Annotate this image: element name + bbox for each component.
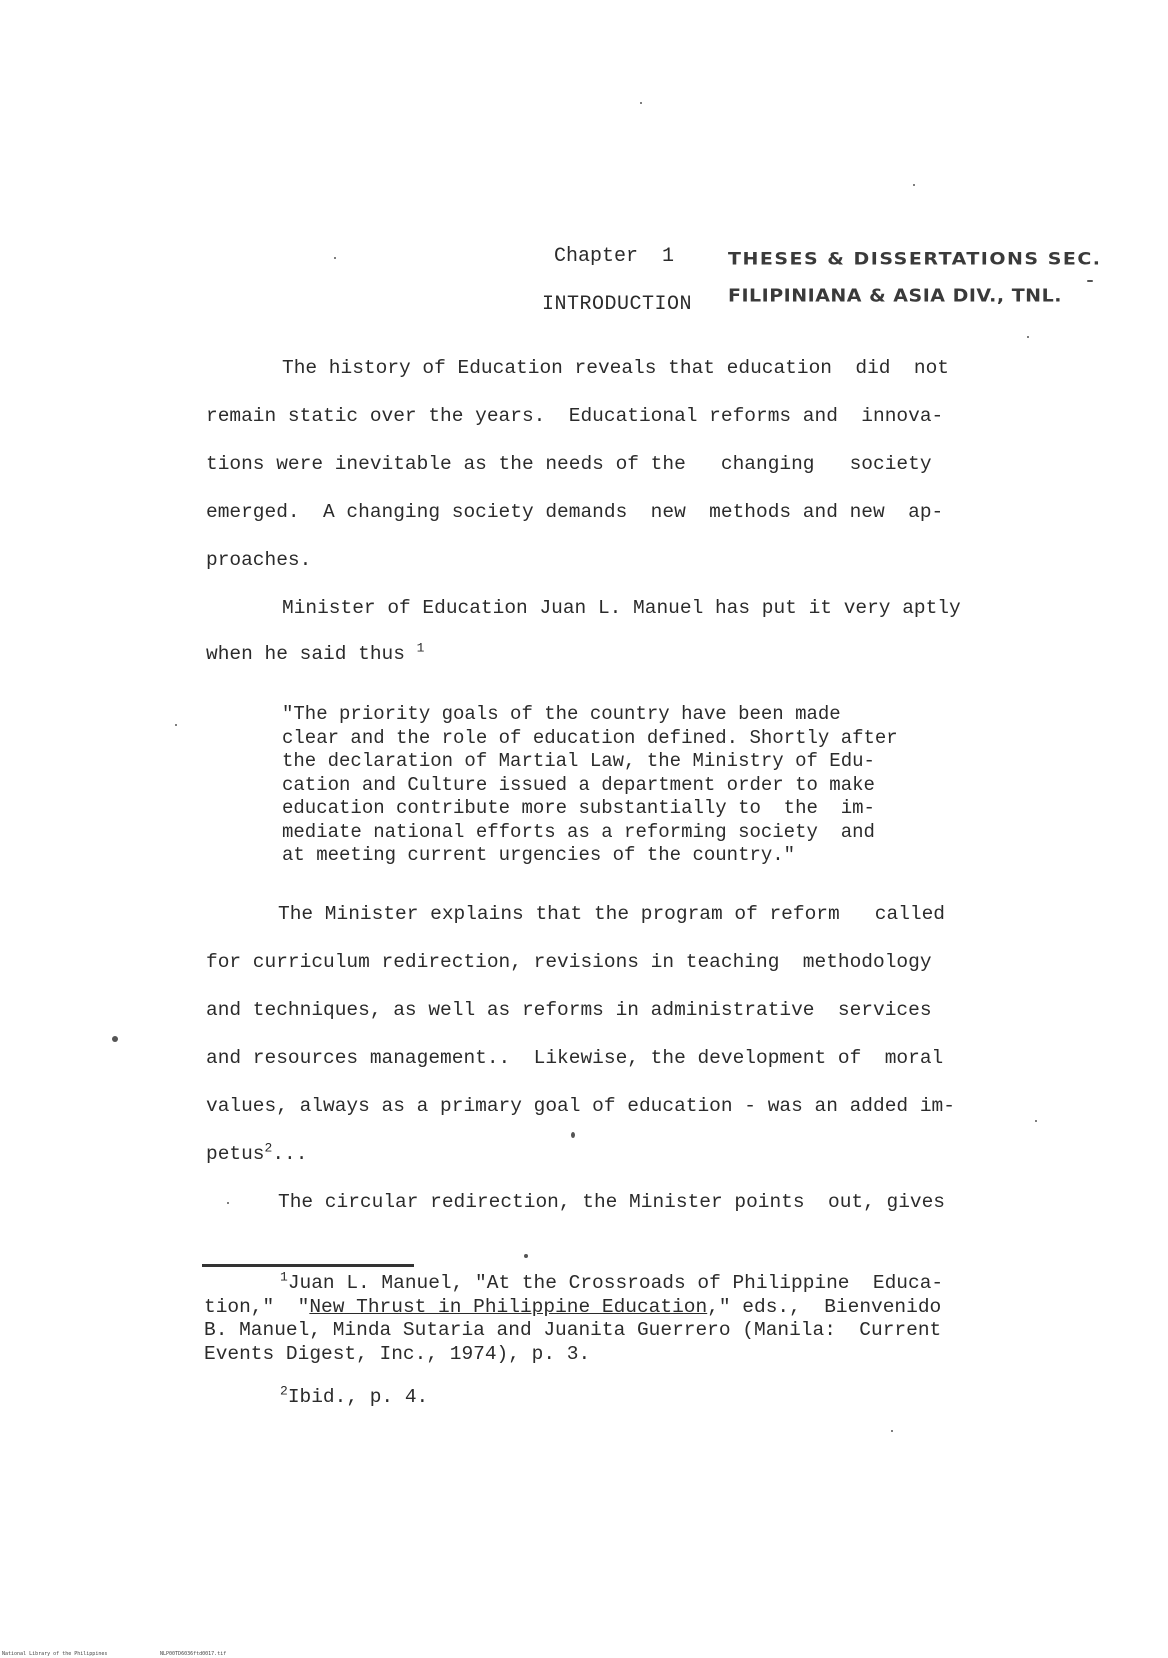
quote-line: education contribute more substantially to the im- bbox=[282, 797, 875, 819]
footnote-1 bbox=[204, 1269, 944, 1366]
cited-work-title: New Thrust in Philippine Education bbox=[309, 1295, 708, 1318]
scan-speck bbox=[891, 1430, 893, 1432]
footnote-2: $^2$Ibid., p. 4. bbox=[280, 1383, 429, 1408]
archive-source-label: National Library of the Philippines bbox=[2, 1651, 108, 1657]
chapter-title: INTRODUCTION bbox=[542, 293, 693, 316]
footnote-reference: 1 bbox=[416, 640, 425, 656]
text-line: proaches. bbox=[206, 549, 312, 571]
quote-line: clear and the role of education defined. Shortly after bbox=[282, 726, 898, 749]
footnote-marker: 1 bbox=[280, 1269, 288, 1285]
archive-file-name: NLP00TD6036ftd0017.tif bbox=[160, 1651, 227, 1657]
text-line: emerged. A changing society demands new methods and new ap- bbox=[206, 501, 944, 523]
quote-line: cation and Culture issued a department order to make bbox=[282, 773, 875, 796]
footnote-line: B. Manuel, Minda Sutaria and Juanita Guerrero (Manila: Current bbox=[204, 1319, 942, 1341]
scan-speck bbox=[227, 1202, 229, 1204]
quote-line: "The priority goals of the country have been made bbox=[282, 703, 841, 725]
footnote-line: tion," "New Thrust in Philippine Education," eds., Bienvenido bbox=[204, 1295, 942, 1318]
footnote-reference: 2 bbox=[264, 1140, 273, 1156]
text-line: for curriculum redirection, revisions in teaching methodology bbox=[206, 951, 932, 973]
text-line: remain static over the years. Educational reforms and innova- bbox=[206, 405, 944, 427]
block-quote bbox=[282, 703, 898, 868]
text-line: petus$^2$... bbox=[206, 1140, 308, 1165]
quote-line: at meeting current urgencies of the country." bbox=[282, 844, 796, 866]
chapter-number: Chapter 1 bbox=[554, 245, 675, 268]
scan-speck bbox=[334, 257, 336, 259]
scan-speck bbox=[175, 724, 177, 726]
quote-line: the declaration of Martial Law, the Ministry of Edu- bbox=[282, 750, 875, 772]
footnote-line: Events Digest, Inc., 1974), p. 3. bbox=[204, 1342, 591, 1365]
scan-speck bbox=[571, 1132, 575, 1138]
text-line: values, always as a primary goal of education - was an added im- bbox=[206, 1095, 955, 1117]
text-line: when he said thus $^1$ bbox=[206, 640, 425, 665]
text-line: and techniques, as well as reforms in administrative services bbox=[206, 999, 932, 1021]
library-stamp-line-1: THESES & DISSERTATIONS SEC. bbox=[728, 249, 1102, 269]
text-line: The Minister explains that the program of reform called bbox=[278, 903, 946, 925]
quote-line: mediate national efforts as a reforming society and bbox=[282, 820, 875, 843]
scan-speck bbox=[1027, 336, 1029, 338]
footnote-divider bbox=[202, 1264, 414, 1267]
text-line: and resources management.. Likewise, the development of moral bbox=[206, 1047, 944, 1069]
footnote-line: $^1$Juan L. Manuel, "At the Crossroads of Philippine Educa- bbox=[280, 1269, 944, 1294]
text-line: Minister of Education Juan L. Manuel has put it very aptly bbox=[282, 597, 961, 619]
scan-speck bbox=[1087, 280, 1093, 282]
footnote-marker: 2 bbox=[280, 1383, 288, 1399]
paragraph-4: The circular redirection, the Minister points out, gives bbox=[278, 1191, 946, 1213]
scan-speck bbox=[1035, 1120, 1037, 1122]
text-line: tions were inevitable as the needs of the changing society bbox=[206, 453, 932, 475]
scan-speck bbox=[524, 1254, 528, 1258]
scan-speck bbox=[913, 184, 915, 186]
library-stamp-line-2: FILIPINIANA & ASIA DIV., TNL. bbox=[728, 285, 1062, 307]
text-line: The history of Education reveals that education did not bbox=[282, 357, 950, 379]
scan-speck bbox=[640, 102, 642, 104]
scan-speck bbox=[112, 1036, 118, 1042]
